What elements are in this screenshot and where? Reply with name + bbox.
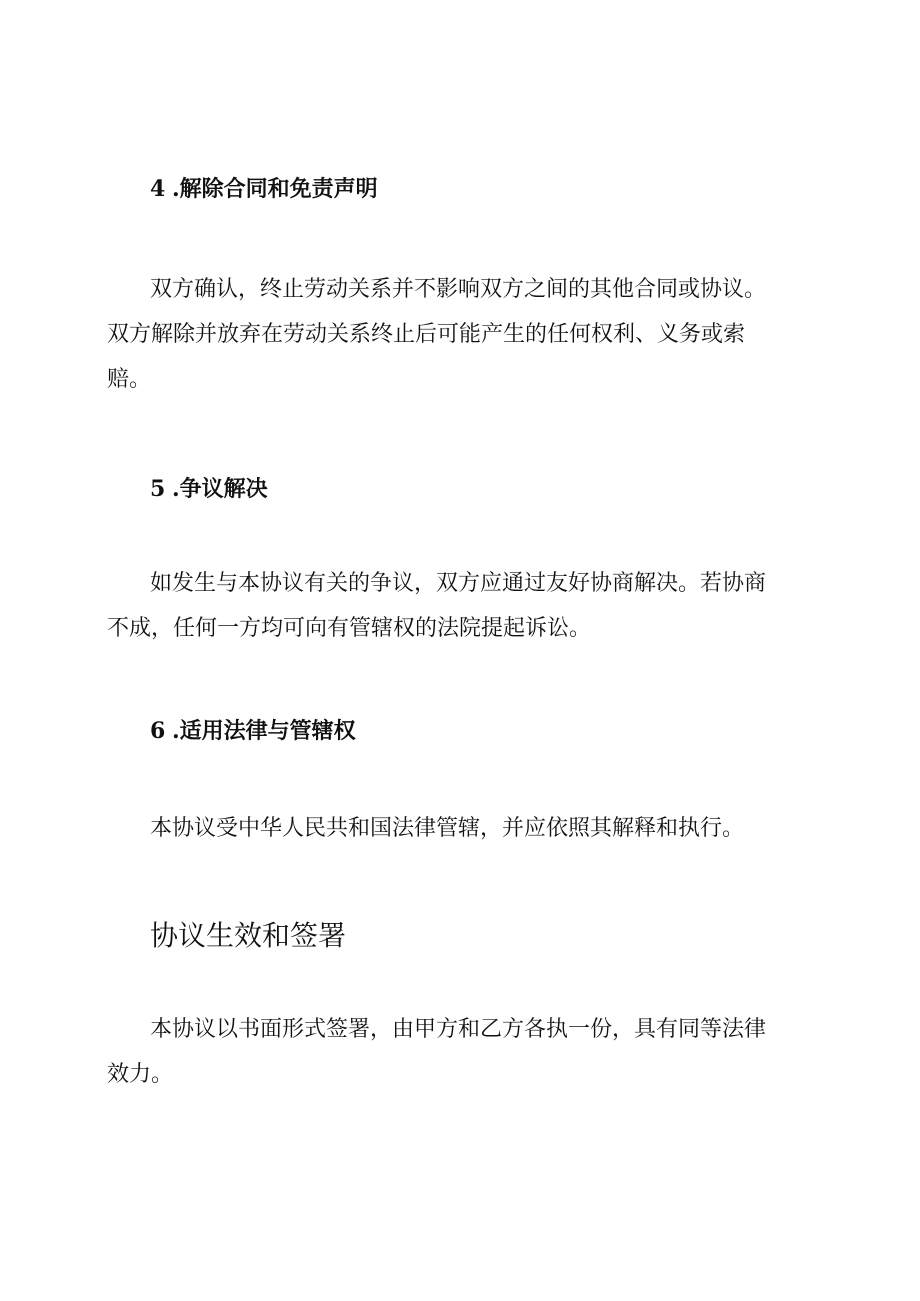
section-5-heading bbox=[150, 474, 268, 504]
paragraph-line: 本协议受中华人民共和国法律管辖，并应依照其解释和执行。 bbox=[150, 816, 745, 841]
major-heading: 协议生效和签署 bbox=[150, 919, 347, 952]
final-paragraph bbox=[107, 1007, 797, 1097]
section-5-number: 5 bbox=[150, 476, 166, 502]
section-6-paragraph bbox=[107, 806, 797, 851]
paragraph-line: 如发生与本协议有关的争议，双方应通过友好协商解决。若协商 bbox=[150, 571, 767, 596]
paragraph-line: 双方确认，终止劳动关系并不影响双方之间的其他合同或协议。 bbox=[150, 277, 767, 302]
section-4-number: 4 bbox=[150, 176, 166, 202]
section-4-heading bbox=[150, 174, 378, 204]
section-5-paragraph bbox=[107, 561, 797, 651]
section-6-number: 6 bbox=[150, 718, 166, 744]
paragraph-line: 本协议以书面形式签署，由甲方和乙方各执一份，具有同等法律 bbox=[150, 1017, 767, 1042]
section-4-paragraph bbox=[107, 267, 797, 402]
section-5-title: .争议解决 bbox=[172, 476, 268, 502]
paragraph-line: 不成，任何一方均可向有管辖权的法院提起诉讼。 bbox=[107, 616, 592, 641]
section-6-title: .适用法律与管辖权 bbox=[172, 718, 356, 744]
section-4-title: .解除合同和免责声明 bbox=[172, 176, 378, 202]
paragraph-line: 双方解除并放弃在劳动关系终止后可能产生的任何权利、义务或索 bbox=[107, 322, 746, 347]
paragraph-line: 赔。 bbox=[107, 367, 152, 392]
paragraph-line: 效力。 bbox=[107, 1062, 174, 1087]
section-6-heading bbox=[150, 716, 356, 746]
